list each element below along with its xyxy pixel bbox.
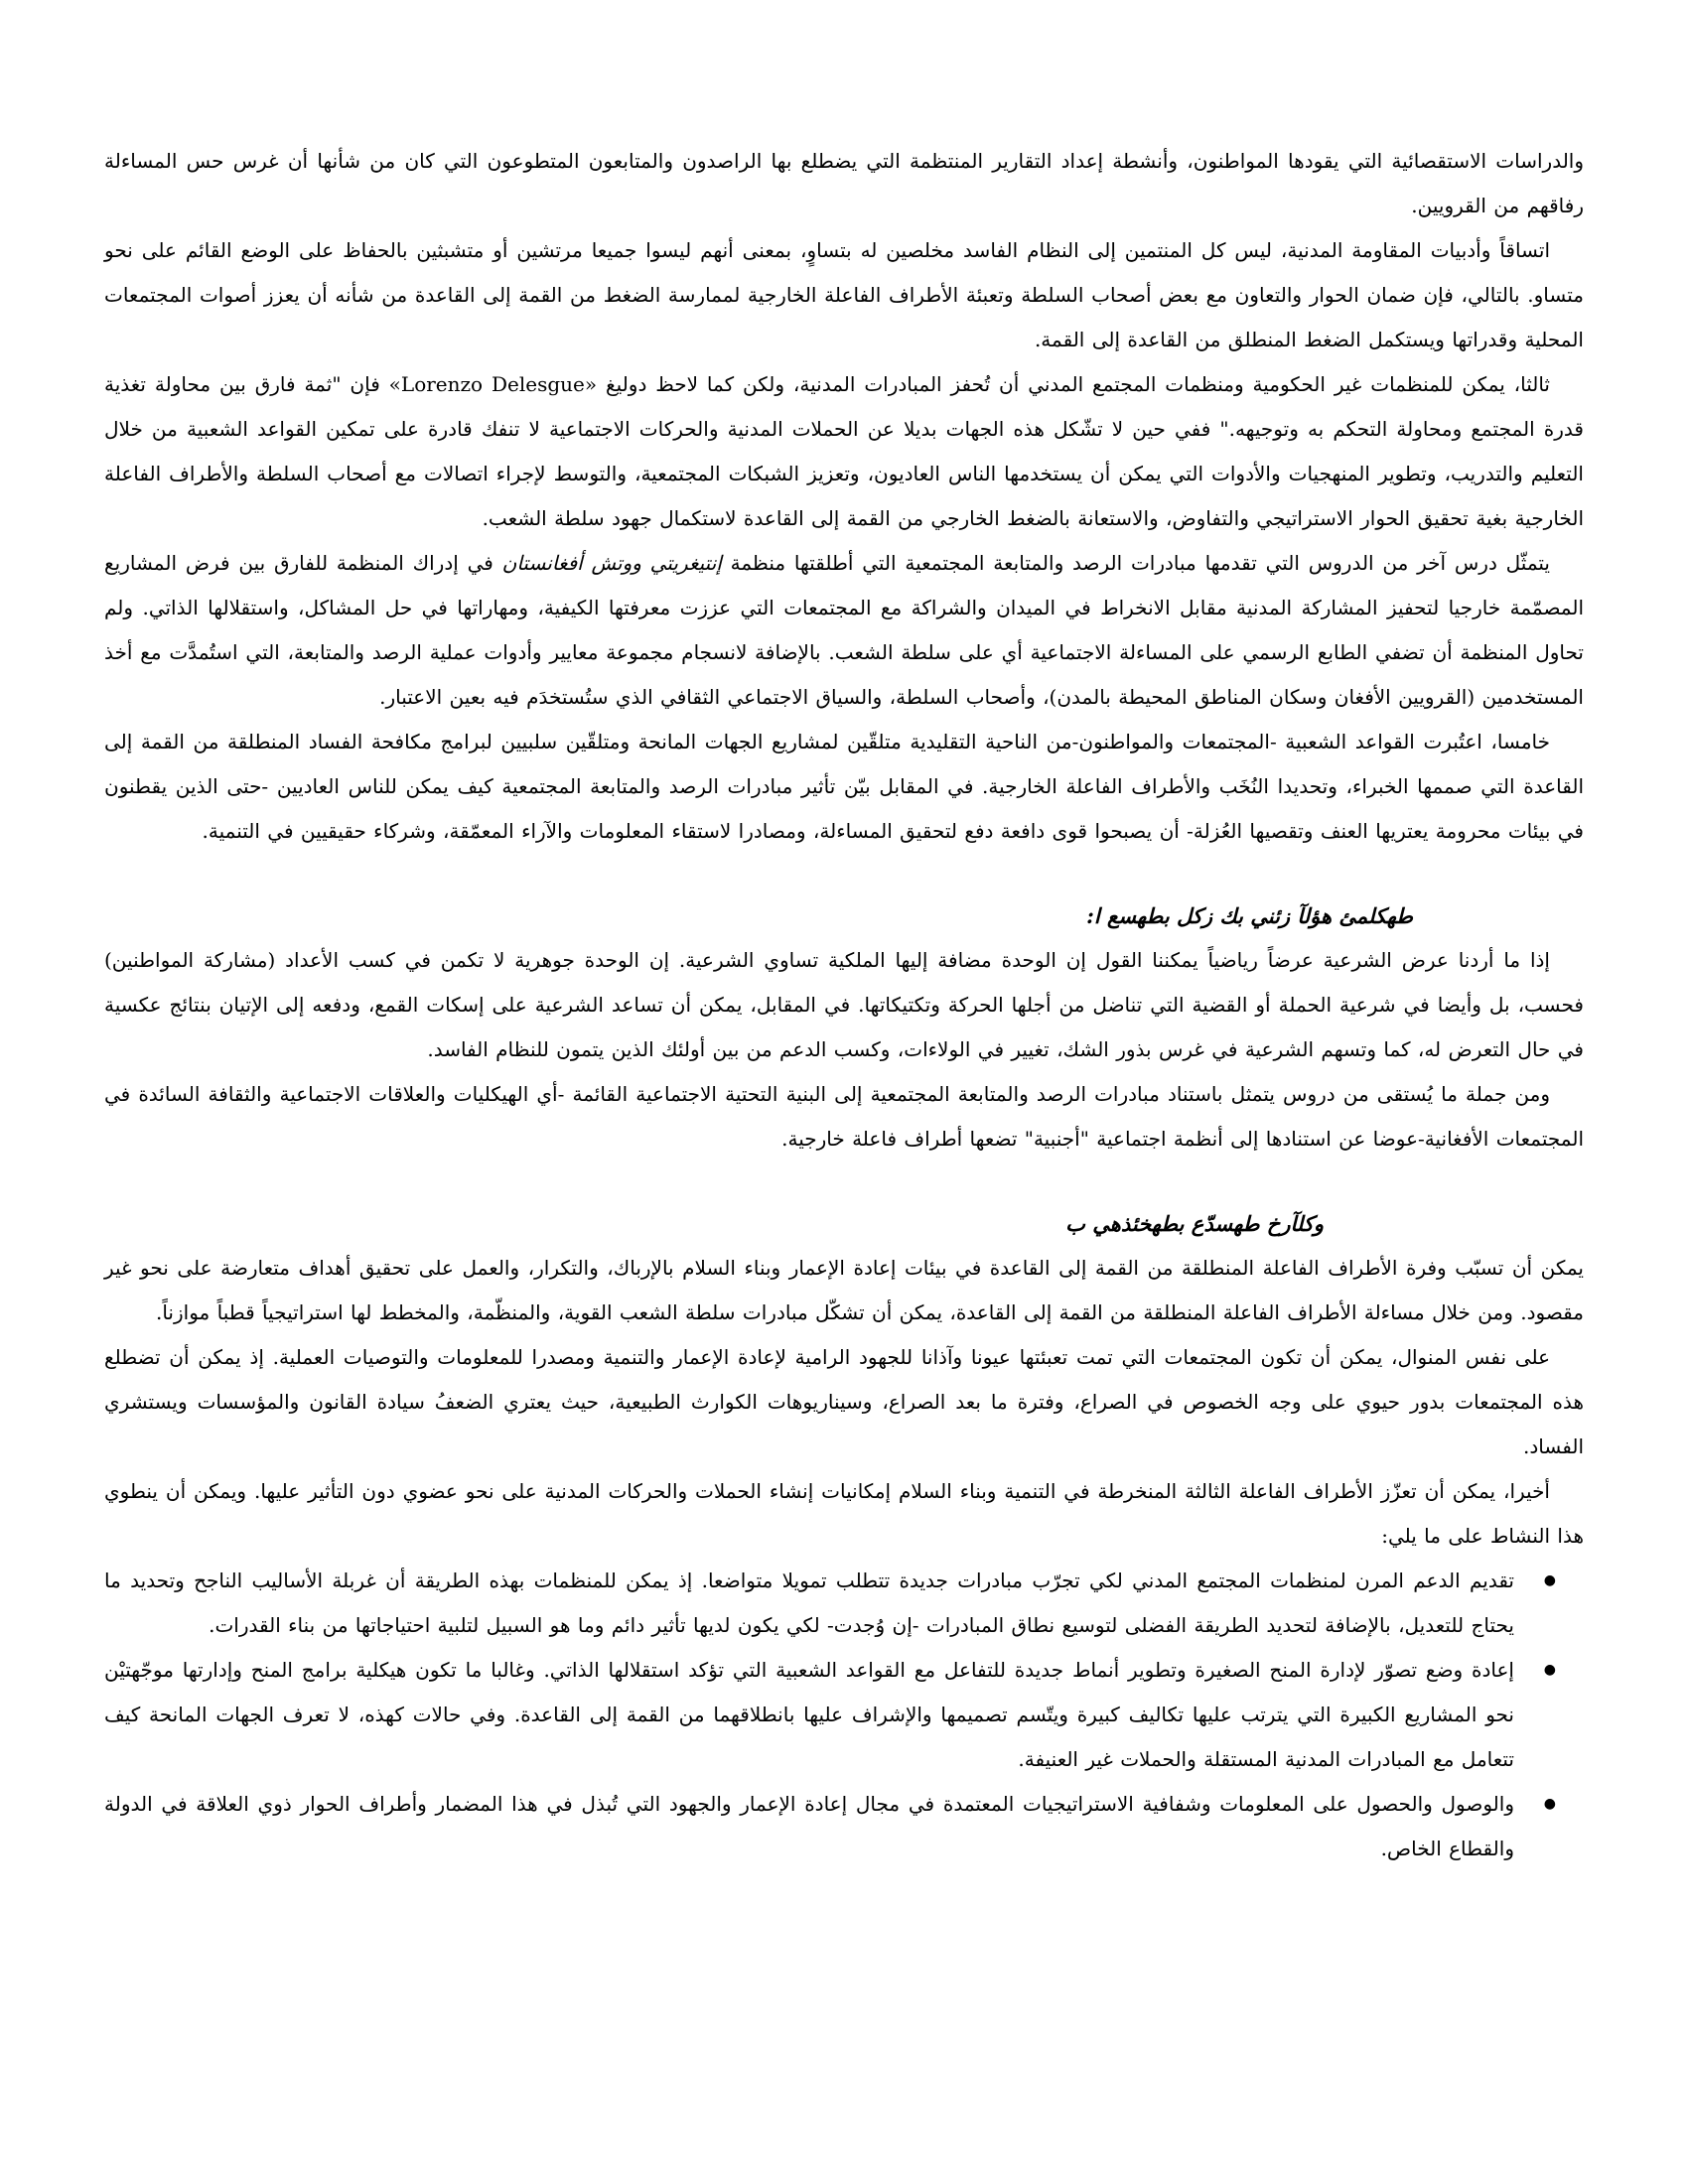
paragraph-legitimacy-formula: إذا ما أردنا عرض الشرعية عرضاً رياضياً يمكننا القول إن الوحدة مضافة إليها الملكية تساوي الشرعية. إن الوحدة جوهرية لا تكمن في كسب الأعداد (مشاركة المواطنين) فحسب، بل وأيضا في شرعية الحملة أو القضية التي تناضل من أجلها الحركة وتكتيكاتها. في المقابل، يمكن أن تساعد الشرعية على إسكات القمع، ودفعه إلى الإتيان بنتائج عكسية في حال التعرض له، كما وتسهم الشرعية في غرس بذور الشك، تغيير في الولاءات، وكسب الدعم من بين أولئك الذين يتمون للنظام الفاسد. (104, 948, 1584, 1061)
paragraph-fourth-lesson-before-org: يتمثّل درس آخر من الدروس التي تقدمها مبادرات الرصد والمتابعة المجتمعية التي أطلقتها منظمة (721, 551, 1550, 575)
activity-bullet-list (104, 1559, 1584, 1871)
paragraph-fourth-lesson-after-org: في إدراك المنظمة للفارق بين فرض المشاريع المصمّمة خارجيا لتحفيز المشاركة المدنية مقابل الانخراط في الميدان والشراكة مع المجتمعات التي عززت معرفتها الكيفية، ومهاراتها في حل المشاكل، واستقلالها الذاتي. ولم تحاول المنظمة أن تضفي الطابع الرسمي على المساءلة الاجتماعية أي على سلطة الشعب. بالإضافة لانسجام مجموعة معايير وأدوات عملية الرصد والمتابعة، التي استُمدَّت مع أخذ المستخدمين (القرويين الأفغان وسكان المناطق المحيطة بالمدن)، وأصحاب السلطة، والسياق الاجتماعي الثقافي الذي ستُستخدَم فيه بعين الاعتبار. (104, 551, 1584, 709)
paragraph-fourth-lesson (104, 541, 1584, 720)
paragraph-civil-resistance: اتساقاً وأدبيات المقاومة المدنية، ليس كل المنتمين إلى النظام الفاسد مخلصين له بتساوٍ، بمعنى أنهم ليسوا جميعا مرتشين أو متشبثين بالحفاظ على الوضع القائم على نحو متساو. بالتالي، فإن ضمان الحوار والتعاون مع بعض أصحاب السلطة وتعبئة الأطراف الفاعلة الخارجية لممارسة الضغط من القمة إلى القاعدة من شأنه أن يعزز أصوات المجتمعات المحلية وقدراتها ويستكمل الضغط المنطلق من القاعدة إلى القمة. (104, 238, 1584, 351)
bullet-small-grants: ● إعادة وضع تصوّر لإدارة المنح الصغيرة وتطوير أنماط جديدة للتفاعل مع القواعد الشعبية التي تؤكد استقلالها الذاتي. وغالبا ما تكون هيكلية برامج المنح وإدارتها موجّهتيْن نحو المشاريع الكبيرة التي يترتب عليها تكاليف كبيرة ويتّسم تصميمها والإشراف عليها بانطلاقهما من القمة إلى القاعدة. وفي حالات كهذه، لا تعرف الجهات المانحة كيف تتعامل مع المبادرات المدنية المستقلة والحملات غير العنيفة. (104, 1648, 1556, 1782)
bullet-flexible-support: ● تقديم الدعم المرن لمنظمات المجتمع المدني لكي تجرّب مبادرات جديدة تتطلب تمويلا متواضعا. إذ يمكن للمنظمات بهذه الطريقة أن غربلة الأساليب الناجح وتحديد ما يحتاج للتعديل، بالإضافة لتحديد الطريقة الفضلى لتوسيع نطاق المبادرات -إن وُجدت- لكي يكون لديها تأثير دائم وما هو السبيل لتلبية احتياجاتها من بناء القدرات. (104, 1559, 1556, 1648)
paragraph-finally-third-actors: أخيرا، يمكن أن تعزّز الأطراف الفاعلة الثالثة المنخرطة في التنمية وبناء السلام إمكانيات إنشاء الحملات والحركات المدنية على نحو عضوي دون التأثير عليها. ويمكن أن ينطوي هذا النشاط على ما يلي: (104, 1479, 1584, 1548)
paragraph-third-ngos: ثالثا، يمكن للمنظمات غير الحكومية ومنظمات المجتمع المدني أن تُحفز المبادرات المدنية، ولكن كما لاحظ دوليغ «Lorenzo Delesgue» فإن "ثمة فارق بين محاولة تغذية قدرة المجتمع ومحاولة التحكم به وتوجيهه." ففي حين لا تشّكل هذه الجهات بديلا عن الحملات المدنية والحركات الاجتماعية لا تنفك قادرة على تمكين القواعد الشعبية من خلال التعليم والتدريب، وتطوير المنهجيات والأدوات التي يمكن أن يستخدمها الناس العاديون، وتعزيز الشبكات المجتمعية، والتوسط لإجراء اتصالات مع أصحاب السلطة والأطراف الفاعلة الخارجية بغية تحقيق الحوار الاستراتيجي والتفاوض، والاستعانة بالضغط الخارجي من القمة إلى القاعدة لاستكمال جهود سلطة الشعب. (104, 372, 1584, 530)
document-body (104, 139, 1584, 1871)
section-heading-1: طهكلمئ هؤلآ زئني بك زكل بطهسع ا: (1086, 903, 1413, 928)
paragraph-fifth-grassroots: خامسا، اعتُبرت القواعد الشعبية -المجتمعات والمواطنون-من الناحية التقليدية متلقّين لمشاريع الجهات المانحة ومتلقّين سلبيين لبرامج مكافحة الفساد المنطلقة من القمة إلى القاعدة التي صممها الخبراء، وتحديدا النُخَب والأطراف الفاعلة الخارجية. في المقابل بيّن تأثير مبادرات الرصد والمتابعة المجتمعية كيف يمكن للناس العاديين -حتى الذين يقطنون في بيئات محرومة يعتريها العنف وتقصيها العُزلة- أن يصبحوا قوى دافعة دفع لتحقيق المساءلة، ومصادرا لاستقاء المعلومات والآراء المعمّقة، وشركاء حقيقيين في التنمية. (104, 730, 1584, 843)
section-heading-2: وكلآرخ طهسدّع بطهخئذهي ب (1065, 1211, 1324, 1236)
section-heading-1-row (104, 893, 1584, 938)
organization-name-italic: إنتيغريتي ووتش أفغانستان (501, 551, 722, 575)
paragraph-social-infrastructure: ومن جملة ما يُستقى من دروس يتمثل باستناد مبادرات الرصد والمتابعة المجتمعية إلى البنية التحتية الاجتماعية القائمة -أي الهيكليات والعلاقات الاجتماعية والثقافة السائدة في المجتمعات الأفغانية-عوضا عن استنادها إلى أنظمة اجتماعية "أجنبية" تضعها أطراف فاعلة خارجية. (104, 1082, 1584, 1151)
section-heading-2-row (104, 1201, 1584, 1246)
paragraph-continuation: والدراسات الاستقصائية التي يقودها المواطنون، وأنشطة إعداد التقارير المنتظمة التي يضطلع بها الراصدون والمتابعون المتطوعون التي كان من شأنها أن غرس حس المساءلة رفاقهم من القرويين. (104, 149, 1584, 217)
paragraph-topdown-actors: يمكن أن تسبّب وفرة الأطراف الفاعلة المنطلقة من القمة إلى القاعدة في بيئات إعادة الإعمار وبناء السلام بالإرباك، والتكرار، والعمل على تحقيق أهداف متعارضة على نحو غير مقصود. ومن خلال مساءلة الأطراف الفاعلة المنطلقة من القمة إلى القاعدة، يمكن أن تشكّل مبادرات سلطة الشعب القوية، والمنظّمة، والمخطط لها استراتيجياً قطباً موازناً. (104, 1256, 1584, 1324)
paragraph-communities-eyes-ears: على نفس المنوال، يمكن أن تكون المجتمعات التي تمت تعبئتها عيونا وآذانا للجهود الرامية لإعادة الإعمار والتنمية ومصدرا للمعلومات والتوصيات العملية. إذ يمكن أن تضطلع هذه المجتمعات بدور حيوي على وجه الخصوص في الصراع، وفترة ما بعد الصراع، وسيناريوهات الكوارث الطبيعية، حيث يعتري الضعفُ سيادة القانون والمؤسسات ويستشري الفساد. (104, 1345, 1584, 1458)
bullet-information-access: ● والوصول والحصول على المعلومات وشفافية الاستراتيجيات المعتمدة في مجال إعادة الإعمار والجهود التي تُبذل في هذا المضمار وأطراف الحوار ذوي العلاقة في الدولة والقطاع الخاص. (104, 1782, 1556, 1871)
